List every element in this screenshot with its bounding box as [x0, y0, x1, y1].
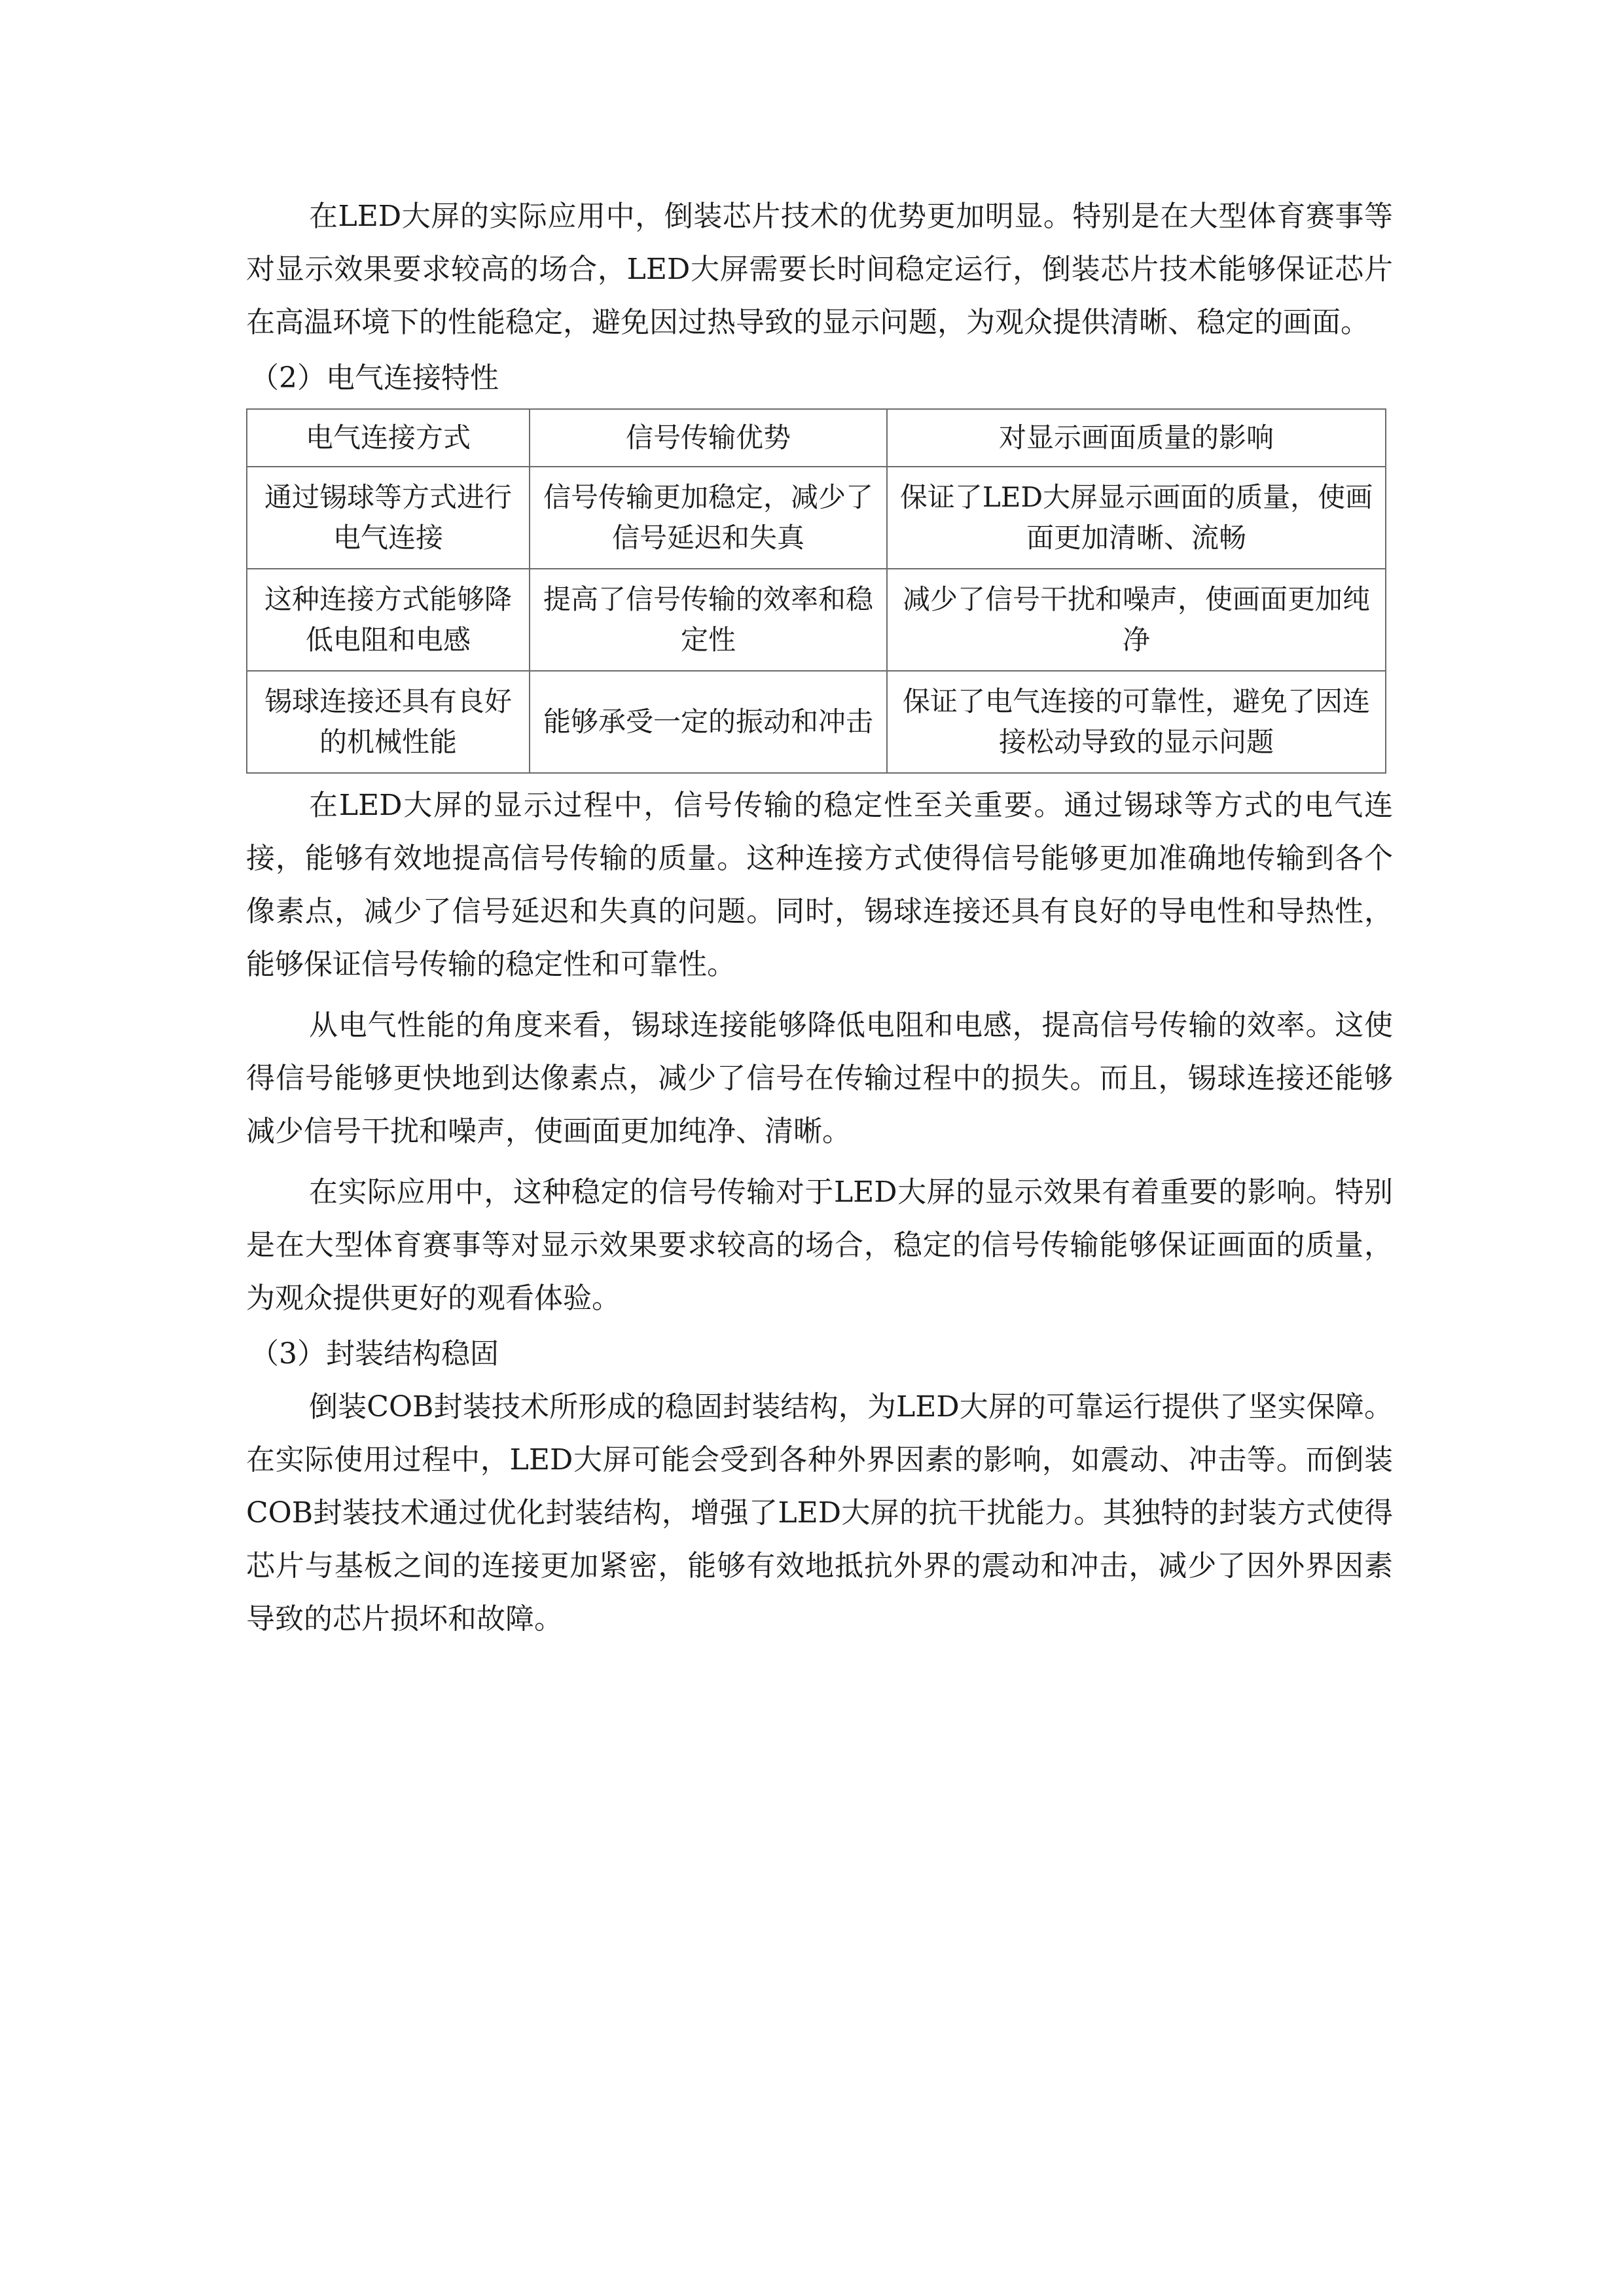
- section-heading-structure: （3）封装结构稳固: [250, 1337, 499, 1371]
- section-heading-electrical: （2）电气连接特性: [250, 361, 499, 395]
- table-header-cell: 信号传输优势: [530, 409, 887, 467]
- table-cell: 锡球连接还具有良好的机械性能: [247, 671, 530, 773]
- paragraph-signal-stability: 在LED大屏的显示过程中，信号传输的稳定性至关重要。通过锡球等方式的电气连接，能够有效地提高信号传输的质量。这种连接方式使得信号能够更加准确地传输到各个像素点，减少了信号延迟和失真的问题。同时，锡球连接还具有良好的导电性和导热性，能够保证信号传输的稳定性和可靠性。: [246, 789, 1393, 981]
- table-row: [247, 671, 1386, 773]
- table-header-row: [247, 409, 1386, 467]
- table-cell: 提高了信号传输的效率和稳定性: [530, 569, 887, 671]
- paragraph-led-application: 在LED大屏的实际应用中，倒装芯片技术的优势更加明显。特别是在大型体育赛事等对显示效果要求较高的场合，LED大屏需要长时间稳定运行，倒装芯片技术能够保证芯片在高温环境下的性能稳定，避免因过热导致的显示问题，为观众提供清晰、稳定的画面。: [246, 200, 1393, 339]
- paragraph-practical-application: 在实际应用中，这种稳定的信号传输对于LED大屏的显示效果有着重要的影响。特别是在大型体育赛事等对显示效果要求较高的场合，稳定的信号传输能够保证画面的质量，为观众提供更好的观看体验。: [246, 1175, 1393, 1315]
- electrical-connection-table: [246, 408, 1386, 774]
- table-header-cell: 电气连接方式: [247, 409, 530, 467]
- table-cell: 信号传输更加稳定，减少了信号延迟和失真: [530, 467, 887, 569]
- table-row: [247, 467, 1386, 569]
- table-header-cell: 对显示画面质量的影响: [887, 409, 1386, 467]
- table-cell: 保证了电气连接的可靠性，避免了因连接松动导致的显示问题: [887, 671, 1386, 773]
- table-cell: 这种连接方式能够降低电阻和电感: [247, 569, 530, 671]
- document-page: [246, 190, 1393, 1645]
- table-cell: 减少了信号干扰和噪声，使画面更加纯净: [887, 569, 1386, 671]
- table-cell: 保证了LED大屏显示画面的质量，使画面更加清晰、流畅: [887, 467, 1386, 569]
- table-cell: 通过锡球等方式进行电气连接: [247, 467, 530, 569]
- table-row: [247, 569, 1386, 671]
- paragraph-electrical-performance: 从电气性能的角度来看，锡球连接能够降低电阻和电感，提高信号传输的效率。这使得信号能够更快地到达像素点，减少了信号在传输过程中的损失。而且，锡球连接还能够减少信号干扰和噪声，使画面更加纯净、清晰。: [246, 1009, 1393, 1148]
- paragraph-cob-structure: 倒装COB封装技术所形成的稳固封装结构，为LED大屏的可靠运行提供了坚实保障。在实际使用过程中，LED大屏可能会受到各种外界因素的影响，如震动、冲击等。而倒装COB封装技术通过优化封装结构，增强了LED大屏的抗干扰能力。其独特的封装方式使得芯片与基板之间的连接更加紧密，能够有效地抵抗外界的震动和冲击，减少了因外界因素导致的芯片损坏和故障。: [246, 1390, 1393, 1636]
- table-cell: 能够承受一定的振动和冲击: [530, 671, 887, 773]
